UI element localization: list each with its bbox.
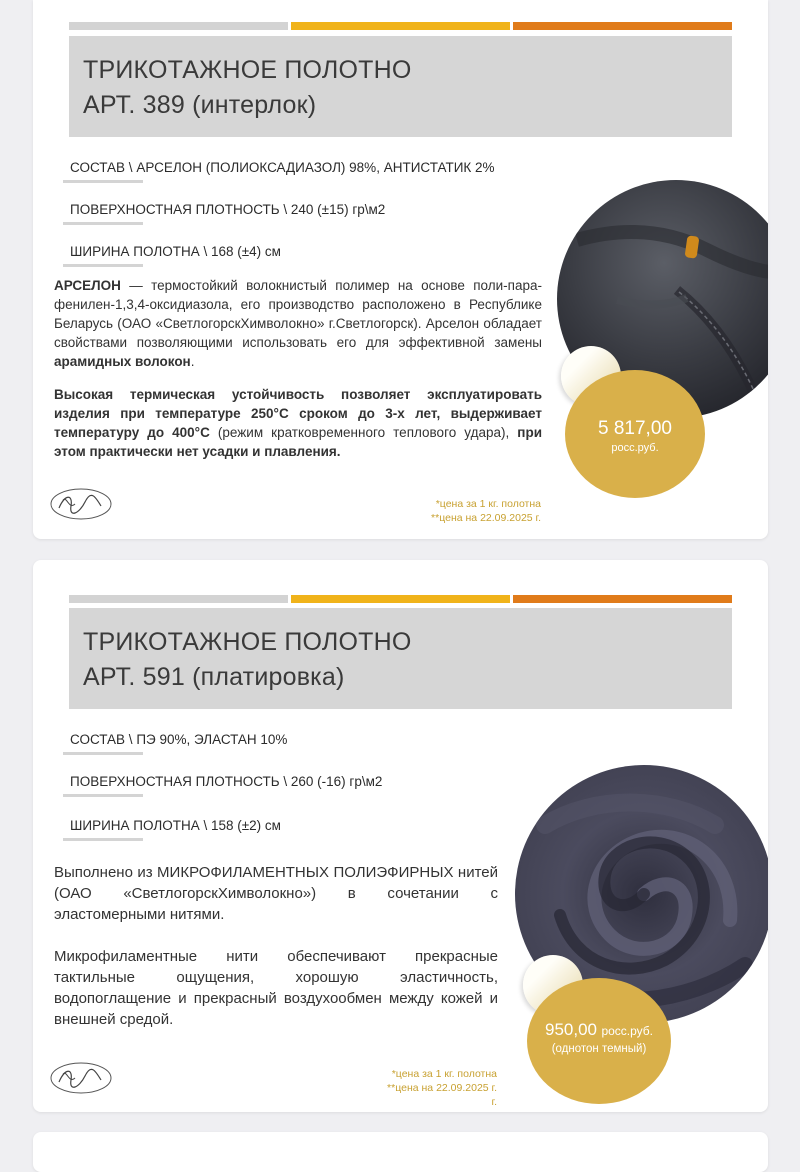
spec-divider [63,264,143,267]
spec-width: ШИРИНА ПОЛОТНА \ 158 (±2) см [70,818,281,833]
desc-text: (режим кратковременного теплового удара), [209,425,518,440]
note-suffix: г. [491,1096,497,1108]
price-badge [527,978,671,1104]
spec-divider [63,794,143,797]
spec-divider [63,222,143,225]
product-card-591 [33,560,768,1112]
spec-composition: СОСТАВ \ ПЭ 90%, ЭЛАСТАН 10% [70,732,288,747]
stripe-gray [69,595,288,603]
mayak-logo-icon [49,486,113,522]
product-title-line2: АРТ. 591 (платировка) [83,663,345,691]
product-description [54,276,542,473]
price-note [329,1067,497,1109]
mayak-logo-icon [49,1060,113,1096]
spec-density: ПОВЕРХНОСТНАЯ ПЛОТНОСТЬ \ 260 (-16) гр\м2 [70,774,383,789]
product-title-box [69,36,732,137]
product-title-line1: ТРИКОТАЖНОЕ ПОЛОТНО [83,56,412,84]
price-line [527,1020,671,1040]
note-date: **цена на 22.09.2025 г. [387,1082,497,1094]
spec-density: ПОВЕРХНОСТНАЯ ПЛОТНОСТЬ \ 240 (±15) гр\м2 [70,202,386,217]
spec-composition: СОСТАВ \ АРСЕЛОН (ПОЛИОКСАДИАЗОЛ) 98%, АНТИСТАТИК 2% [70,160,495,175]
stripe-yellow [291,595,510,603]
product-card-389 [33,0,768,539]
price-unit: росс.руб. [601,1024,653,1038]
description-paragraph: Микрофиламентные нити обеспечивают прекрасные тактильные ощущения, хорошую эластичность, водопоглащение и прекрасный воздухообмен между кожей и внешней средой. [54,948,498,1028]
price-value: 5 817,00 [598,418,672,439]
price-unit: росс.руб. [611,442,659,454]
description-paragraph [54,385,542,461]
spec-divider [63,752,143,755]
desc-text: . [190,354,195,369]
title-stripes [69,595,732,603]
spec-divider [63,180,143,183]
desc-bold-text: арамидных волокон [54,354,191,369]
description-paragraph [54,276,542,371]
spec-divider [63,838,143,841]
product-title-line1: ТРИКОТАЖНОЕ ПОЛОТНО [83,628,412,656]
price-note [373,497,541,525]
product-title-box [69,608,732,709]
product-description [54,862,498,1042]
price-value: 950,00 [544,1020,597,1039]
note-per-kg: *цена за 1 кг. полотна [435,498,541,510]
stripe-yellow [291,22,510,30]
stripe-orange [513,595,732,603]
title-stripes [69,22,732,30]
note-date: **цена на 22.09.2025 г. [431,512,541,524]
stripe-gray [69,22,288,30]
spec-width: ШИРИНА ПОЛОТНА \ 168 (±4) см [70,244,281,259]
product-title-line2: АРТ. 389 (интерлок) [83,91,317,119]
price-variant: (однотон темный) [551,1043,647,1055]
desc-bold-text: при этом практически нет усадки и плавления. [54,425,542,459]
desc-text: — термостойкий волокнистый полимер на основе поли-пара-фенилен-1,3,4-оксидиазола, его производство расположено в Республике Беларусь (ОАО «СветлогорскХимволокно» г.Светлогорск). Арселон обладает свойствами позволяющими использовать его для эффективной замены [54,278,542,350]
stripe-orange [513,22,732,30]
price-badge [565,370,705,498]
product-card-next [33,1132,768,1172]
desc-bold-text: Высокая термическая устойчивость позволяет эксплуатировать изделия при температуре 250°С сроком до 3-х лет, выдерживает температуру до 400°С [54,387,542,440]
desc-bold-text: АРСЕЛОН [54,278,121,293]
note-per-kg: *цена за 1 кг. полотна [391,1068,497,1080]
description-paragraph: Выполнено из МИКРОФИЛАМЕНТНЫХ ПОЛИЭФИРНЫХ нитей (ОАО «СветлогорскХимволокно») в сочетании с эластомерными нитями. [54,864,498,923]
